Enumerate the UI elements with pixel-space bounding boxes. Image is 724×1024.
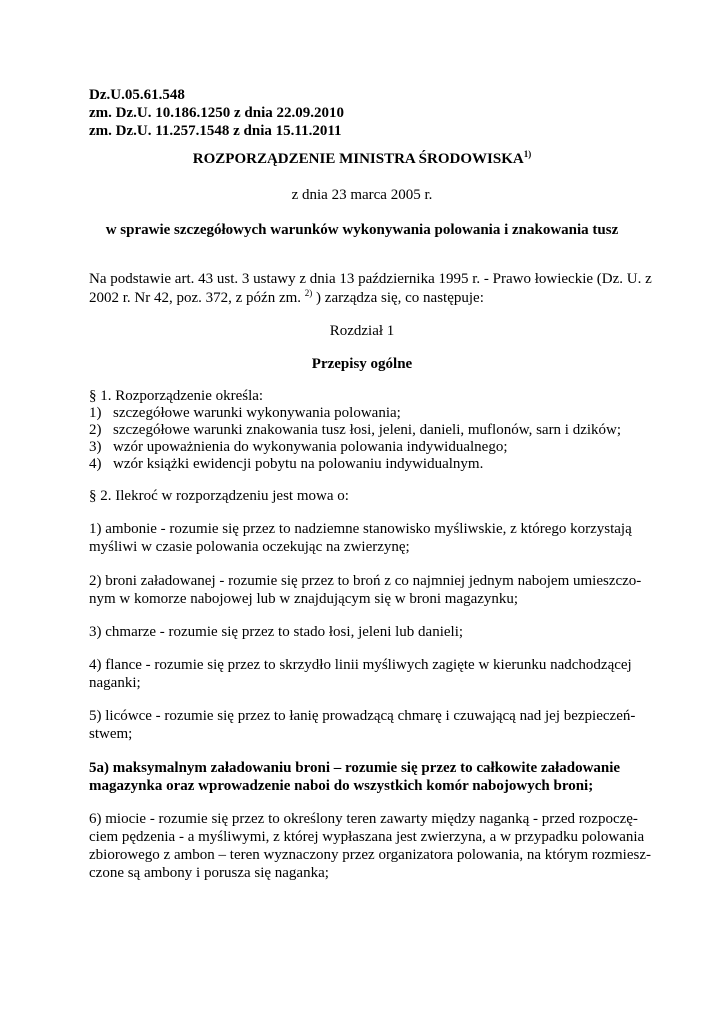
preamble-line: 2002 r. Nr 42, poz. 372, z późn zm. $^{2)}$ ) zarządza się, co następuje:: [89, 288, 484, 306]
definition-line: czone są ambony i porusza się naganka;: [89, 865, 329, 881]
document-date: z dnia 23 marca 2005 r.: [291, 187, 433, 203]
list-item-number: 2): [89, 422, 102, 438]
journal-reference: Dz.U.05.61.548: [89, 87, 185, 103]
title-footnote: 1): [523, 149, 532, 159]
amendment-reference: zm. Dz.U. 10.186.1250 z dnia 22.09.2010: [89, 105, 344, 121]
definition-line: 3) chmarze - rozumie się przez to stado łosi, jeleni lub danieli;: [89, 624, 464, 640]
chapter-label: Rozdział 1: [329, 323, 395, 339]
list-item-number: 1): [89, 405, 102, 421]
definition-line: 2) broni załadowanej - rozumie się przez to broń z co najmniej jednym nabojem umieszczo-: [89, 573, 642, 589]
definition-line: 4) flance - rozumie się przez to skrzydło linii myśliwych zagięte w kierunku nadchodzącej: [89, 657, 632, 673]
definition-line: ciem pędzenia - a myśliwymi, z której wypłaszana jest zwierzyna, a w przypadku polowania: [89, 829, 645, 845]
definition-line: naganki;: [89, 675, 141, 691]
definition-line: 5) licówce - rozumie się przez to łanię prowadzącą chmarę i czuwającą nad jej bezpieczeń-: [89, 708, 636, 724]
amendment-reference: zm. Dz.U. 11.257.1548 z dnia 15.11.2011: [89, 123, 342, 139]
section-2-intro: § 2. Ilekroć w rozporządzeniu jest mowa o:: [89, 488, 349, 504]
definition-line: 1) ambonie - rozumie się przez to nadziemne stanowisko myśliwskie, z którego korzystają: [89, 521, 632, 537]
list-item-number: 4): [89, 456, 102, 472]
list-item-number: 3): [89, 439, 102, 455]
document-title: [0, 150, 724, 168]
title-text: ROZPORZĄDZENIE MINISTRA ŚRODOWISKA: [192, 151, 524, 167]
document-subject: w sprawie szczegółowych warunków wykonywania polowania i znakowania tusz: [105, 222, 619, 238]
definition-line: magazynka oraz wprowadzenie naboi do wszystkich komór nabojowych broni;: [89, 778, 594, 794]
chapter-title: Przepisy ogólne: [311, 356, 413, 372]
list-item: szczegółowe warunki wykonywania polowania;: [113, 405, 401, 421]
list-item: szczegółowe warunki znakowania tusz łosi, jeleni, danieli, muflonów, sarn i dzików;: [113, 422, 622, 438]
definition-line: 6) miocie - rozumie się przez to określony teren zawarty między naganką - przed rozpoczę-: [89, 811, 638, 827]
definition-line: zbiorowego z ambon – teren wyznaczony przez organizatora polowania, na którym rozmiesz-: [89, 847, 651, 863]
preamble-line: Na podstawie art. 43 ust. 3 ustawy z dnia 13 października 1995 r. - Prawo łowieckie (Dz. U. z: [89, 271, 652, 287]
list-item: wzór upoważnienia do wykonywania polowania indywidualnego;: [113, 439, 508, 455]
preamble-footnote: 2): [304, 288, 313, 298]
definition-line: 5a) maksymalnym załadowaniu broni – rozumie się przez to całkowite załadowanie: [89, 760, 621, 776]
definition-line: myśliwi w czasie polowania oczekując na zwierzynę;: [89, 539, 410, 555]
list-item: wzór książki ewidencji pobytu na polowaniu indywidualnym.: [113, 456, 484, 472]
definition-line: nym w komorze nabojowej lub w znajdującym się w broni magazynku;: [89, 591, 519, 607]
section-1-intro: § 1. Rozporządzenie określa:: [89, 388, 264, 404]
definition-line: stwem;: [89, 726, 133, 742]
